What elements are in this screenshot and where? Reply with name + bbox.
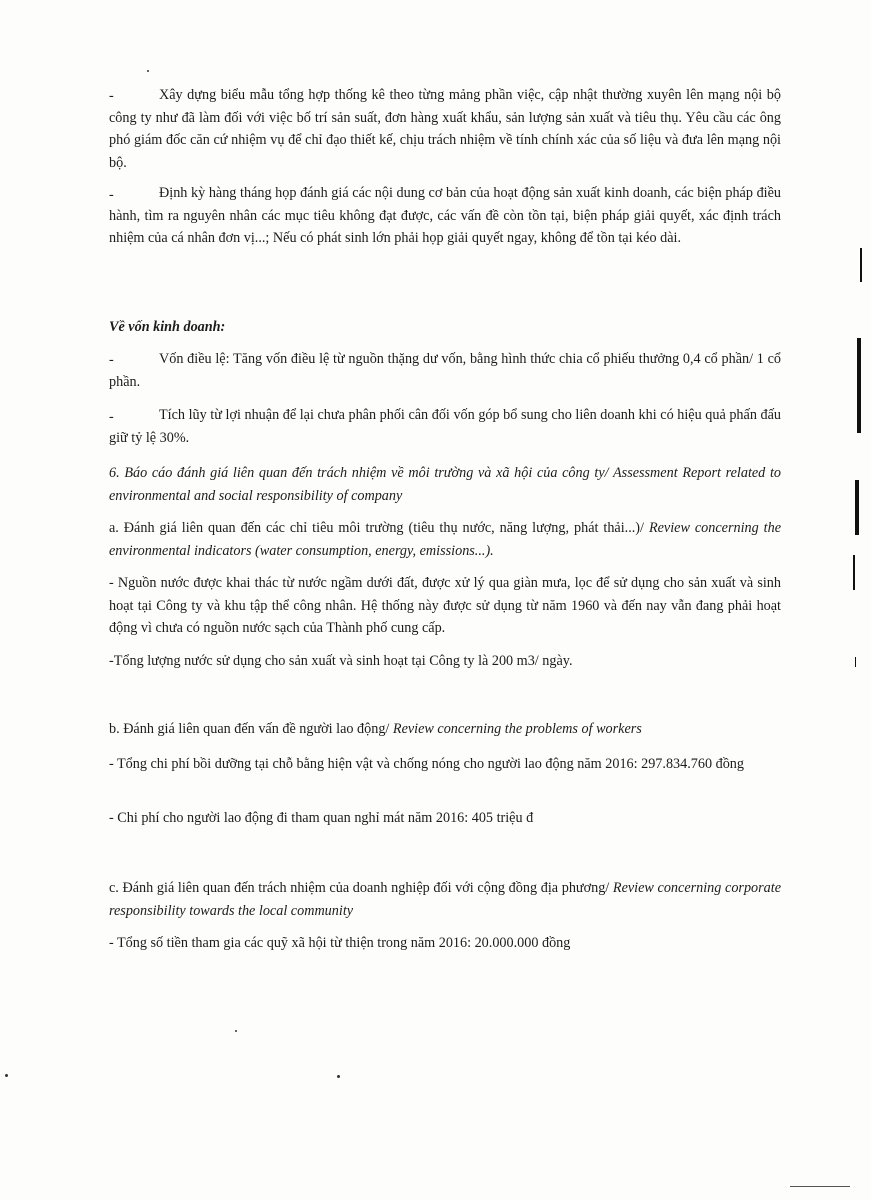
capital-heading: Về vốn kinh doanh: bbox=[109, 319, 226, 335]
bullet-dash: - bbox=[109, 187, 114, 203]
scan-mark bbox=[853, 555, 855, 590]
scan-mark bbox=[857, 338, 861, 433]
scan-mark bbox=[855, 657, 856, 667]
paragraph-water-volume: -Tổng lượng nước sử dụng cho sản xuất và sinh hoạt tại Công ty là 200 m3/ ngày. bbox=[109, 653, 573, 669]
section-c-heading: c. Đánh giá liên quan đến trách nhiệm của doanh nghiệp đối với cộng đồng địa phương/ Review concerning corporate responsibility towards the local community bbox=[109, 880, 781, 919]
bullet-dash: - bbox=[109, 88, 114, 104]
scan-dot bbox=[337, 1075, 340, 1078]
paragraph-stats-form: Xây dựng biểu mẫu tổng hợp thống kê theo từng mảng phần việc, cập nhật thường xuyên lên mạng nội bộ công ty như đã làm đối với việc bố trí sản suất, đơn hàng xuất khẩu, sản lượng sản xuất và tiêu thụ. Yêu cầu các ông phó giám đốc căn cứ nhiệm vụ để chỉ đạo thiết kế, chịu trách nhiệm về tính chính xác của số liệu và đưa lên mạng nội bộ. bbox=[109, 87, 781, 171]
paragraph-profit: Tích lũy từ lợi nhuận để lại chưa phân phối cân đối vốn góp bổ sung cho liên doanh khi có hiệu quả phấn đấu giữ tỷ lệ 30%. bbox=[109, 407, 781, 446]
scan-dot bbox=[5, 1074, 8, 1077]
section-a-heading: a. Đánh giá liên quan đến các chỉ tiêu môi trường (tiêu thụ nước, năng lượng, phát thải...)/ Review concerning the environmental indicators (water consumption, energy, emissions...). bbox=[109, 520, 782, 559]
scan-mark bbox=[790, 1186, 850, 1187]
paragraph-charter-capital: Vốn điều lệ: Tăng vốn điều lệ từ nguồn thặng dư vốn, bằng hình thức chia cổ phiếu thưởng 0,4 cổ phần/ 1 cổ phần. bbox=[109, 351, 781, 390]
paragraph-worker-vacation: - Chi phí cho người lao động đi tham quan nghỉ mát năm 2016: 405 triệu đ bbox=[109, 810, 534, 826]
paragraph-monthly-meeting: Định kỳ hàng tháng họp đánh giá các nội dung cơ bản của hoạt động sản xuất kinh doanh, các biện pháp điều hành, tìm ra nguyên nhân các mục tiêu không đạt được, các vấn đề còn tồn tại, biện pháp giải quyết, xác định trách nhiệm của cá nhân đơn vị...; Nếu có phát sinh lớn phải họp giải quyết ngay, không để tồn tại kéo dài. bbox=[109, 185, 781, 246]
paragraph-water-source: - Nguồn nước được khai thác từ nước ngầm dưới đất, được xử lý qua giàn mưa, lọc để sử dụng cho sản xuất và sinh hoạt tại Công ty và khu tập thể công nhân. Hệ thống này được sử dụng từ năm 1960 và đến nay vẫn đang phải hoạt động vì chưa có nguồn nước sạch của Thành phố cung cấp. bbox=[109, 575, 781, 636]
section-6-title: 6. Báo cáo đánh giá liên quan đến trách nhiệm về môi trường và xã hội của công ty/ Assessment Report related to environmental and social responsibility of company bbox=[109, 465, 781, 504]
scan-mark bbox=[860, 248, 862, 282]
scan-mark bbox=[855, 480, 859, 535]
scan-dot bbox=[147, 70, 149, 72]
bullet-dash: - bbox=[109, 352, 114, 368]
scan-dot bbox=[235, 1030, 237, 1032]
paragraph-charity: - Tổng số tiền tham gia các quỹ xã hội từ thiện trong năm 2016: 20.000.000 đồng bbox=[109, 935, 571, 951]
bullet-dash: - bbox=[109, 409, 114, 425]
paragraph-worker-allowance: - Tổng chi phí bồi dưỡng tại chỗ bằng hiện vật và chống nóng cho người lao động năm 2016: 297.834.760 đồng bbox=[109, 756, 744, 772]
section-b-heading: b. Đánh giá liên quan đến vấn đề người lao động/ Review concerning the problems of workers bbox=[109, 721, 642, 737]
